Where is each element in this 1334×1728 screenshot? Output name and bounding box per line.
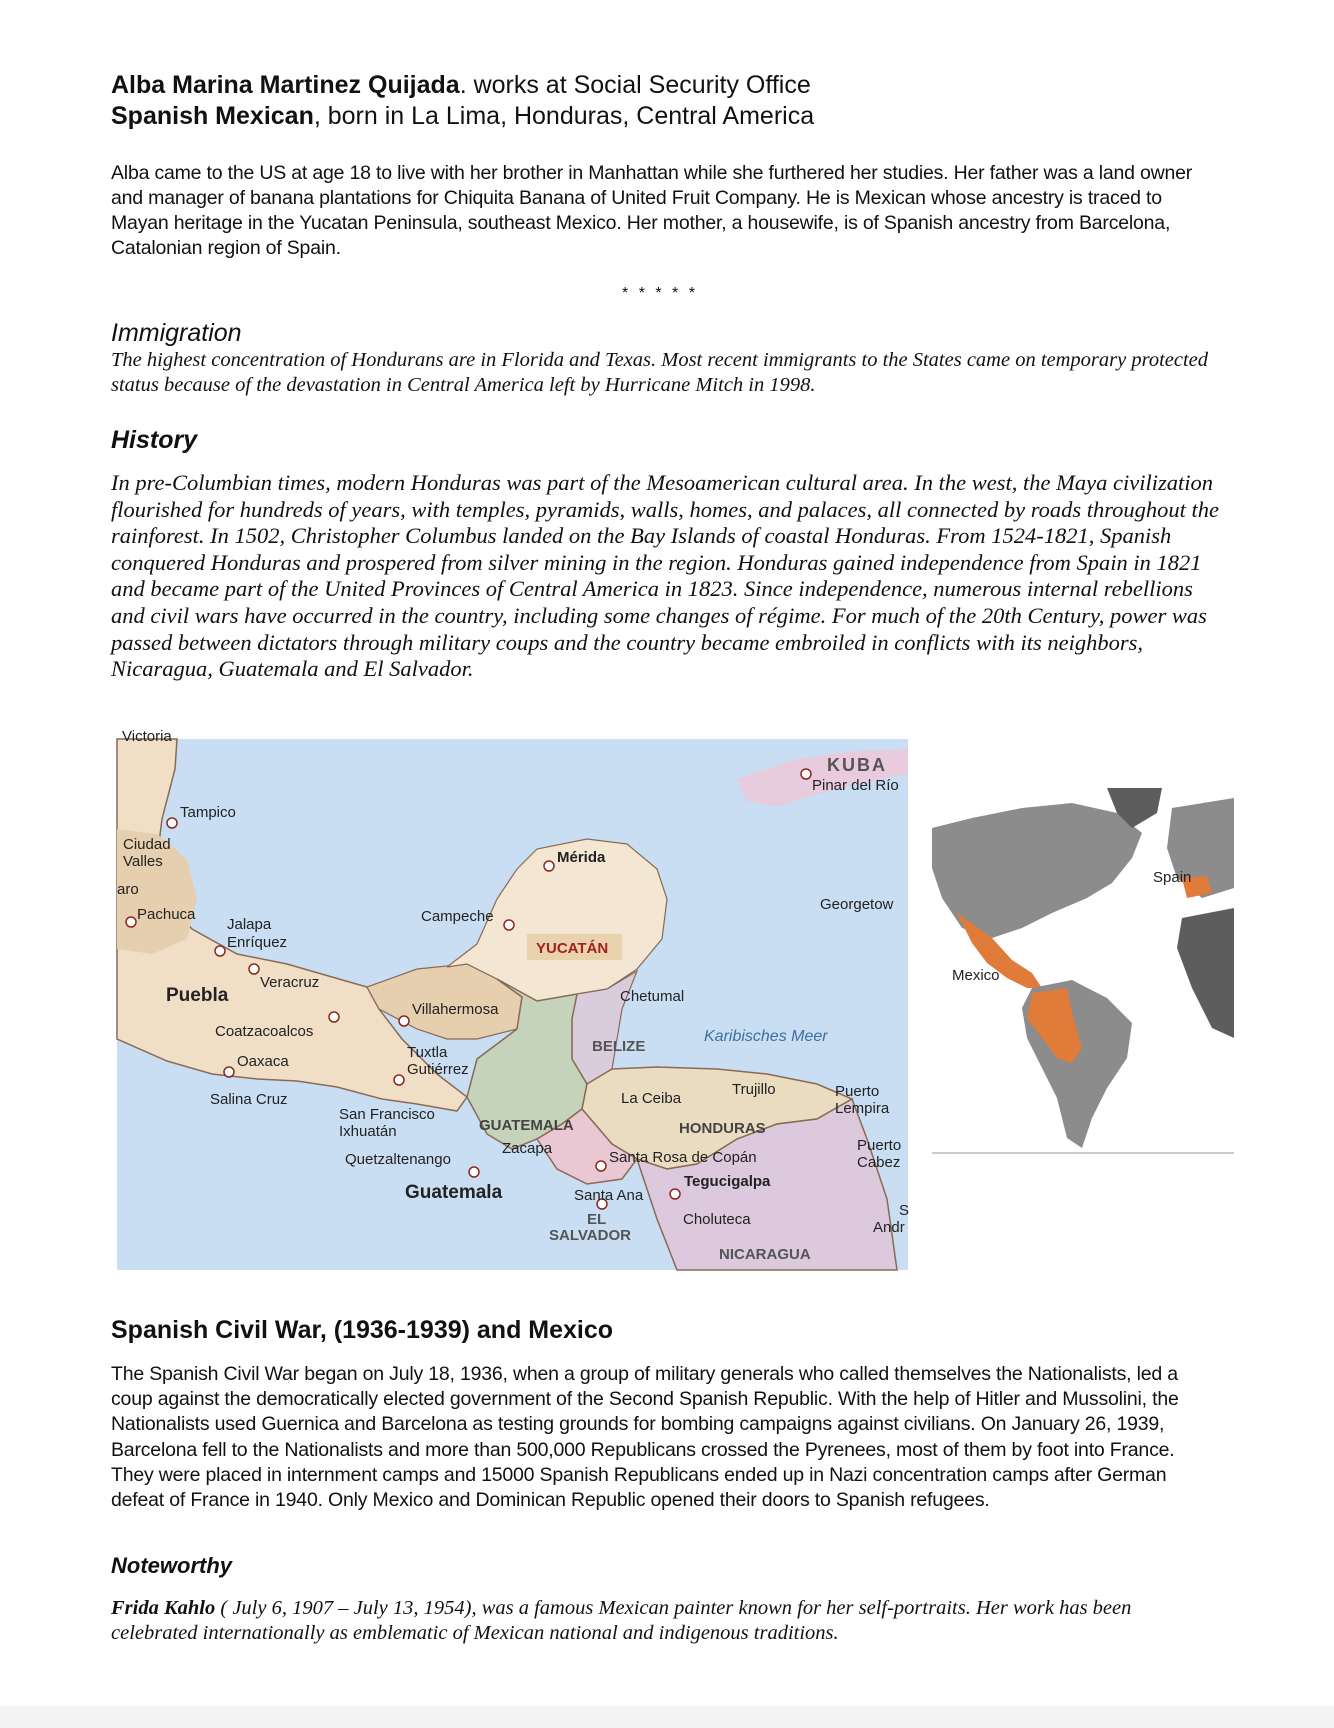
map-label-kuba: KUBA <box>827 755 887 775</box>
map-label-valles: Valles <box>123 853 163 870</box>
map-label-aro: aro <box>117 881 139 898</box>
map-label-ixhuatan: Ixhuatán <box>339 1123 397 1140</box>
city-marker <box>544 861 554 871</box>
map-label-tuxtla: Tuxtla <box>407 1044 448 1061</box>
person-heritage: Spanish Mexican <box>111 102 314 130</box>
city-marker <box>215 946 225 956</box>
city-marker <box>126 917 136 927</box>
city-marker <box>469 1167 479 1177</box>
central-america-map <box>117 728 910 1270</box>
map-label-guatemala-city: Guatemala <box>405 1182 503 1203</box>
map-label-santaana: Santa Ana <box>574 1187 644 1204</box>
map-label-choluteca: Choluteca <box>683 1211 751 1228</box>
map-label-enriquez: Enríquez <box>227 934 288 951</box>
map-label-yucatan: YUCATÁN <box>536 940 609 957</box>
map-label-trujillo: Trujillo <box>732 1081 776 1098</box>
city-marker <box>670 1189 680 1199</box>
world-label-mexico: Mexico <box>952 967 1000 984</box>
city-marker <box>801 769 811 779</box>
city-marker <box>224 1067 234 1077</box>
civil-war-paragraph: The Spanish Civil War began on July 18, 1936, when a group of military generals who called themselves the Nationalists, led a coup against the democratically elected government of the Second Spanish Republic. With the help of Hitler and Mussolini, the Nationalists used Guernica and Barcelona as testing grounds for bombing campaigns against civilians. On January 26, 1939, Barcelona fell to the Nationalists and more than 500,000 Republicans crossed the Pyrenees, most of them by foot into France. They were placed in internment camps and 15000 Spanish Republicans ended up in Nazi concentration camps after German defeat of France in 1940. Only Mexico and Dominican Republic opened their doors to Spanish refugees. <box>111 1363 1179 1512</box>
immigration-heading: Immigration <box>111 319 242 347</box>
city-marker <box>167 818 177 828</box>
map-label-s: S <box>899 1202 910 1219</box>
map-label-puerto-2: Puerto <box>857 1137 902 1154</box>
city-marker <box>394 1075 404 1085</box>
map-label-laceiba: La Ceiba <box>621 1090 682 1107</box>
map-label-guatemala-country: GUATEMALA <box>479 1117 574 1134</box>
map-label-ciudad: Ciudad <box>123 836 171 853</box>
noteworthy-name: Frida Kahlo <box>111 1597 216 1619</box>
map-label-pachuca: Pachuca <box>137 906 196 923</box>
world-map <box>932 788 1234 1153</box>
section-separator: * * * * * <box>622 285 698 302</box>
city-marker <box>504 920 514 930</box>
immigration-paragraph: The highest concentration of Hondurans are in Florida and Texas. Most recent immigrants to the States came on temporary protected status because of the devastation in Central America left by Hurricane Mitch in 1998. <box>111 349 1209 396</box>
profile-header <box>111 70 1211 132</box>
civil-war-heading: Spanish Civil War, (1936-1939) and Mexico <box>111 1316 614 1344</box>
person-work: . works at Social Security Office <box>459 71 811 99</box>
map-label-andr: Andr <box>873 1219 905 1236</box>
map-label-chetumal: Chetumal <box>620 988 685 1005</box>
city-marker <box>249 964 259 974</box>
noteworthy-paragraph <box>111 1596 1221 1646</box>
history-paragraph: In pre-Columbian times, modern Honduras was part of the Mesoamerican cultural area. In the west, the Maya civilization flourished for hundreds of years, with temples, pyramids, walls, homes, and palaces, all connected by roads throughout the rainforest. In 1502, Christopher Columbus landed on the Bay Islands of coastal Honduras. From 1524-1821, Spanish conquered Honduras and prospered from silver mining in the region. Honduras gained independence from Spain in 1821 and became part of the United Provinces of Central America in 1823. Since independence, numerous internal rebellions and civil wars have occurred in the country, including some changes of régime. For much of the 20th Century, power was passed between dictators through military coups and the country became embroiled in conflicts with its neighbors, Nicaragua, Guatemala and El Salvador. <box>111 470 1220 682</box>
map-label-sanfrancisco: San Francisco <box>339 1106 435 1123</box>
intro-paragraph: Alba came to the US at age 18 to live with her brother in Manhattan while she furthered her studies. Her father was a land owner and manager of banana plantations for Chiquita Banana of United Fruit Company. He is Mexican whose ancestry is traced to Mayan heritage in the Yucatan Peninsula, southeast Mexico. Her mother, a housewife, is of Spanish ancestry from Barcelona, Catalonian region of Spain. <box>111 162 1193 259</box>
history-heading: History <box>111 426 198 454</box>
header-line-2 <box>111 101 1211 132</box>
map-label-coatzacoalcos: Coatzacoalcos <box>215 1023 314 1040</box>
map-label-oaxaca: Oaxaca <box>237 1053 289 1070</box>
noteworthy-heading: Noteworthy <box>111 1553 232 1578</box>
city-marker <box>329 1012 339 1022</box>
map-label-honduras: HONDURAS <box>679 1120 766 1137</box>
page-footer-bar <box>0 1706 1334 1728</box>
person-birthplace: , born in La Lima, Honduras, Central America <box>313 102 815 130</box>
world-label-spain: Spain <box>1153 869 1192 886</box>
person-name: Alba Marina Martinez Quijada <box>111 71 460 99</box>
map-label-pinar: Pinar del Río <box>812 777 899 794</box>
map-label-el: EL <box>587 1211 607 1228</box>
map-label-jalapa: Jalapa <box>227 916 272 933</box>
map-label-victoria: Victoria <box>122 728 172 745</box>
map-label-georgetown: Georgetow <box>820 896 894 913</box>
map-label-merida: Mérida <box>557 849 606 866</box>
city-marker <box>596 1161 606 1171</box>
map-label-santarosa: Santa Rosa de Copán <box>609 1149 757 1166</box>
map-label-tegucigalpa: Tegucigalpa <box>684 1173 771 1190</box>
noteworthy-text: ( July 6, 1907 – July 13, 1954), was a famous Mexican painter known for her self-portraits. Her work has been celebrated internationally as emblematic of Mexican national and indigenous traditions. <box>111 1597 1132 1644</box>
map-label-gutierrez: Gutiérrez <box>407 1061 469 1078</box>
map-label-salina: Salina Cruz <box>210 1091 288 1108</box>
map-label-nicaragua: NICARAGUA <box>719 1246 811 1263</box>
map-label-veracruz: Veracruz <box>260 974 320 991</box>
map-label-belize: BELIZE <box>592 1038 646 1055</box>
map-label-villahermosa: Villahermosa <box>412 1001 499 1018</box>
map-label-puerto-1: Puerto <box>835 1083 880 1100</box>
header-line-1 <box>111 70 1211 101</box>
map-label-cabez: Cabez <box>857 1154 901 1171</box>
map-label-salvador: SALVADOR <box>549 1227 631 1244</box>
city-marker <box>399 1016 409 1026</box>
map-label-quetzaltenango: Quetzaltenango <box>345 1151 451 1168</box>
map-label-tampico: Tampico <box>180 804 236 821</box>
map-label-zacapa: Zacapa <box>502 1140 553 1157</box>
map-label-campeche: Campeche <box>421 908 494 925</box>
map-label-puebla: Puebla <box>166 985 229 1006</box>
map-label-lempira: Lempira <box>835 1100 890 1117</box>
map-label-karibik: Karibisches Meer <box>704 1028 828 1045</box>
